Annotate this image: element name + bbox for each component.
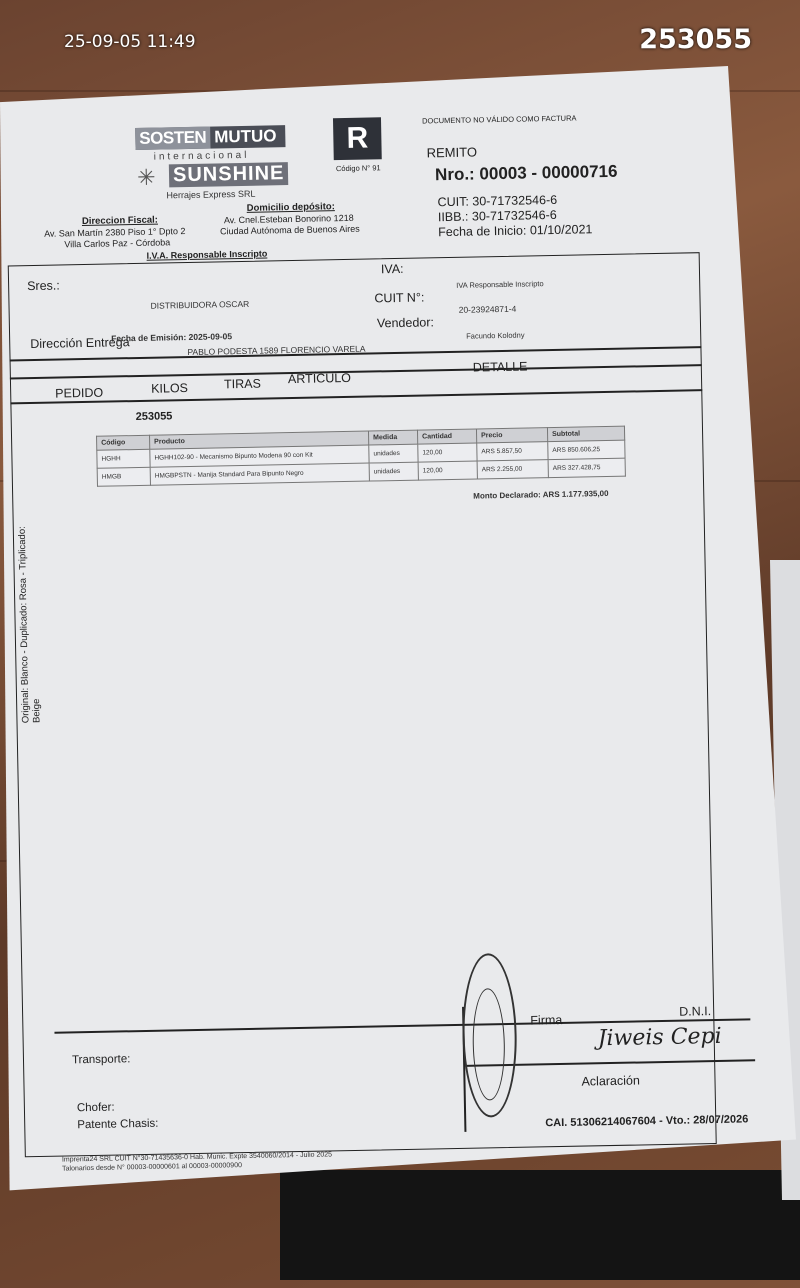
cell-cantidad: 120,00 xyxy=(418,461,477,480)
dni-label: D.N.I. xyxy=(679,1004,712,1019)
sres-label: Sres.: xyxy=(27,278,60,294)
cell-medida: unidades xyxy=(369,462,418,481)
doc-cuit: CUIT: 30-71732546-6 xyxy=(437,192,558,210)
brand-sub: internacional xyxy=(153,149,250,163)
fiscal-line2: Villa Carlos Paz - Córdoba xyxy=(64,237,171,250)
patente-label: Patente Chasis: xyxy=(77,1117,159,1132)
photo-timestamp: 25-09-05 11:49 xyxy=(64,32,196,52)
col-tiras: TIRAS xyxy=(223,376,261,392)
cai-number: CAI. 51306214067604 - Vto.: 28/07/2026 xyxy=(545,1113,749,1130)
cell-cantidad: 120,00 xyxy=(418,443,477,462)
col-pedido: PEDIDO xyxy=(55,385,104,401)
fiscal-line1: Av. San Martín 2380 Piso 1° Dpto 2 xyxy=(44,226,186,239)
sres-value: DISTRIBUIDORA OSCAR xyxy=(150,298,250,311)
doc-type: REMITO xyxy=(426,144,478,161)
brand-name-b: MUTUO xyxy=(214,126,277,147)
transporte-label: Transporte: xyxy=(71,1053,131,1067)
sun-icon: ✳ xyxy=(136,164,156,190)
iva-status: I.V.A. Responsable Inscripto xyxy=(146,248,268,261)
cell-producto: HMGBPSTN - Manija Standard Para Bipunto Negro xyxy=(150,463,369,485)
cell-precio: ARS 5.857,50 xyxy=(477,442,548,461)
company-name: Herrajes Express SRL xyxy=(166,188,256,201)
imprenta-line1: Imprenta24 SRL CUIT N°30-71435636-0 Hab. Munic. Expte 3540060/2014 - Julio 2025 xyxy=(61,1151,333,1164)
vendedor-value: Facundo Kolodny xyxy=(466,330,525,341)
cuit-label: CUIT N°: xyxy=(374,290,425,306)
monto-declarado: Monto Declarado: ARS 1.177.935,00 xyxy=(473,488,609,501)
chofer-label: Chofer: xyxy=(76,1101,115,1115)
cuit-value: 20-23924871-4 xyxy=(458,303,517,315)
brand-name-a: SOSTEN xyxy=(135,127,210,150)
doc-fecha-inicio: Fecha de Inicio: 01/10/2021 xyxy=(438,222,593,240)
iva-value: IVA Responsable Inscripto xyxy=(456,279,544,290)
signature: Jiweis Cepi xyxy=(597,1023,722,1052)
aclaracion-label: Aclaración xyxy=(581,1073,641,1089)
brand-logo xyxy=(135,125,285,150)
deposito-line2: Ciudad Autónoma de Buenos Aires xyxy=(220,223,360,237)
fiscal-label: Direccion Fiscal: xyxy=(81,214,159,228)
cell-subtotal: ARS 327.428,75 xyxy=(548,458,625,477)
direccion-label: Dirección Entrega xyxy=(30,335,130,352)
items-table xyxy=(96,426,626,487)
deposito-label: Domicilio depósito: xyxy=(246,201,335,214)
doc-codigo: Código N° 91 xyxy=(335,163,381,174)
cell-codigo: HGHH xyxy=(97,449,150,468)
firma-label: Firma xyxy=(530,1012,563,1028)
cell-codigo: HMGB xyxy=(97,467,150,486)
sunshine-logo: SUNSHINE xyxy=(169,162,289,187)
cell-precio: ARS 2.255,00 xyxy=(477,460,548,479)
pedido-number: 253055 xyxy=(135,410,173,424)
photo-id: 253055 xyxy=(639,24,752,55)
doc-number: Nro.: 00003 - 00000716 xyxy=(434,161,618,185)
vendedor-label: Vendedor: xyxy=(376,315,435,331)
th-subtotal: Subtotal xyxy=(547,426,624,441)
th-cantidad: Cantidad xyxy=(417,429,476,444)
iva-label: IVA: xyxy=(380,261,404,277)
fecha-emision: Fecha de Emisión: 2025-09-05 xyxy=(111,331,233,344)
doc-letter: R xyxy=(333,117,382,160)
col-articulo: ARTÍCULO xyxy=(287,370,352,387)
th-precio: Precio xyxy=(476,428,547,443)
doc-iibb: IIBB.: 30-71732546-6 xyxy=(437,207,557,225)
imprenta-line2: Talonarios desde N° 00003-00000601 al 00003-00000900 xyxy=(62,1162,243,1173)
col-detalle: DETALLE xyxy=(472,359,528,375)
cell-producto: HGHH102-90 - Mecanismo Bipunto Modena 90 con Kit xyxy=(150,445,369,467)
copies-note: Original: Blanco - Duplicado: Rosa - Triplicado: Beige xyxy=(16,526,43,724)
doc-tax-ids xyxy=(437,192,592,240)
col-kilos: KILOS xyxy=(150,381,189,396)
th-codigo: Código xyxy=(97,435,150,450)
cell-medida: unidades xyxy=(369,444,418,463)
direccion-value: PABLO PODESTA 1589 FLORENCIO VARELA xyxy=(187,343,366,358)
cell-subtotal: ARS 850.606,25 xyxy=(548,440,625,459)
deposito-line1: Av. Cnel.Esteban Bonorino 1218 xyxy=(223,212,354,226)
th-medida: Medida xyxy=(368,430,417,445)
no-valido: DOCUMENTO NO VÁLIDO COMO FACTURA xyxy=(421,113,577,126)
th-producto: Producto xyxy=(150,431,369,449)
